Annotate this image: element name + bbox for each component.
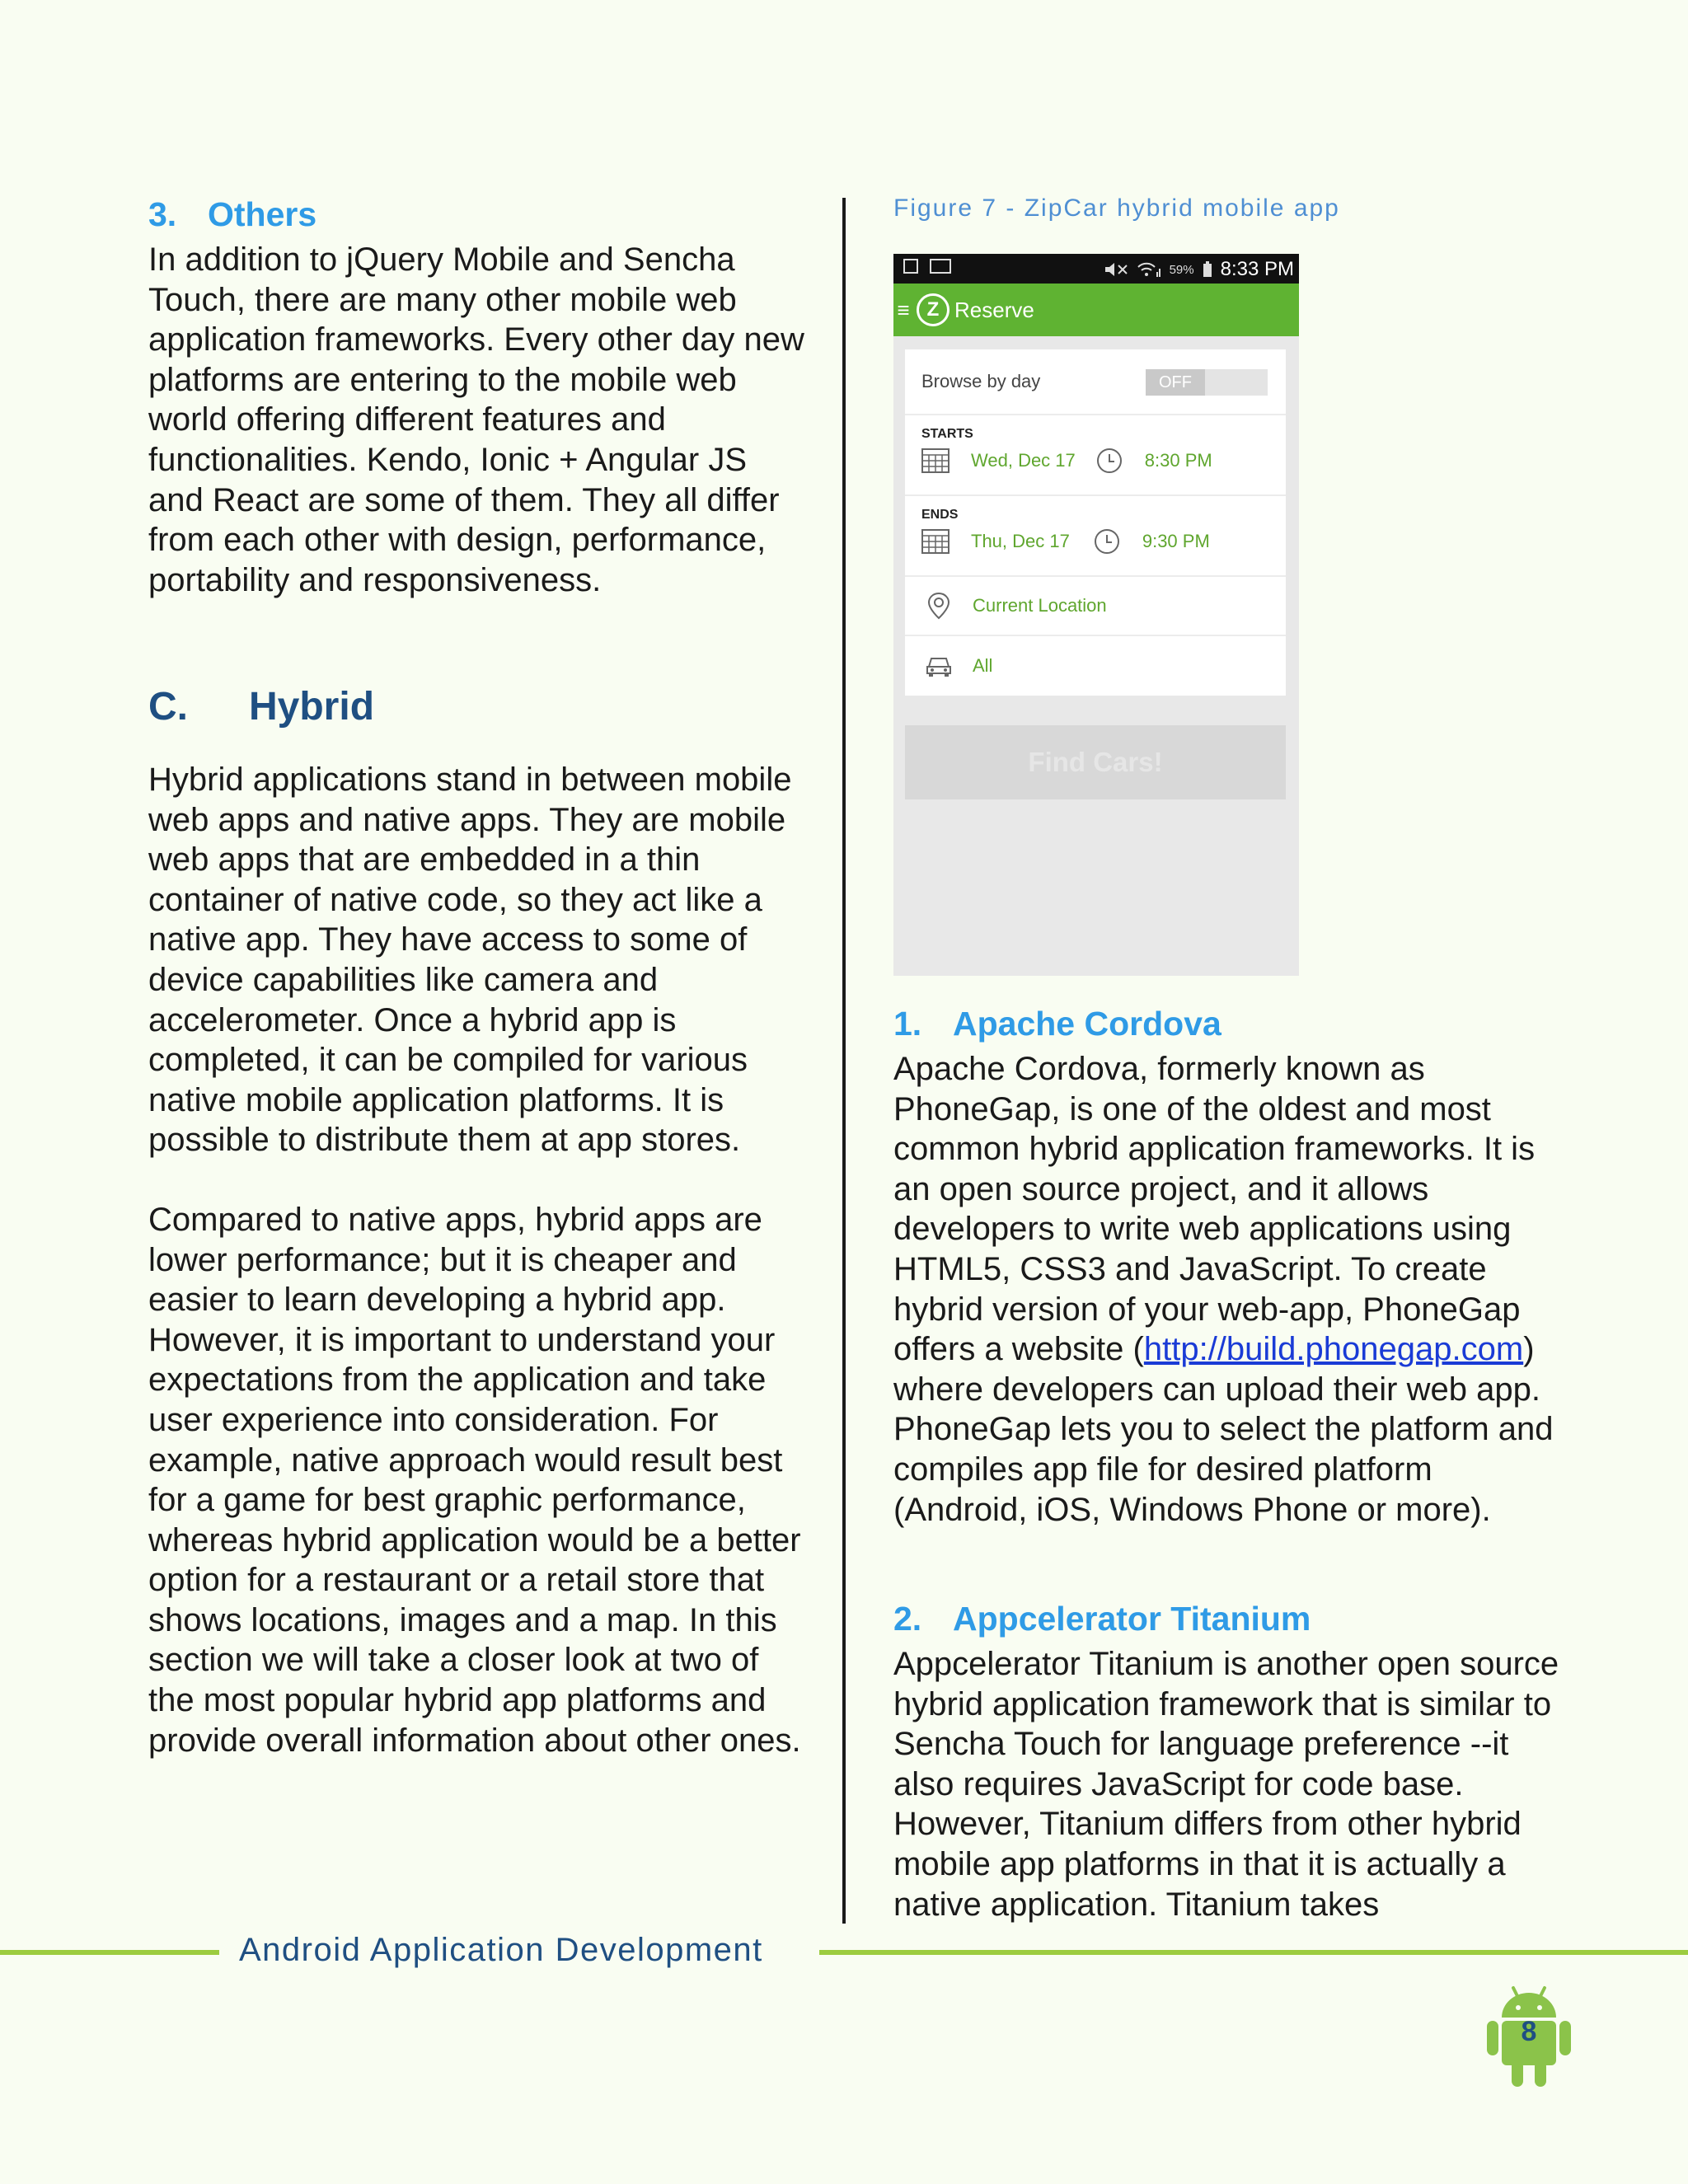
cordova-title: Apache Cordova bbox=[953, 1005, 1221, 1043]
cordova-text-before: Apache Cordova, formerly known as PhoneGap, is one of the oldest and most common hybrid application frameworks. It is an open source project, and it allows developers to write web applications using HTML5, CSS3 and JavaScript. To create hybrid version of your web-app, PhoneGap offers a website ( bbox=[893, 1051, 1536, 1368]
footer-title: Android Application Development bbox=[239, 1932, 763, 1968]
location-value: Current Location bbox=[973, 595, 1107, 616]
calendar-icon bbox=[921, 529, 950, 554]
others-title: Others bbox=[208, 195, 317, 233]
clock-icon bbox=[1095, 529, 1119, 554]
others-paragraph: In addition to jQuery Mobile and Sencha Touch, there are many other mobile web application frameworks. Every other day new platforms are entering to the mobile web world offering different features and functionalities. Kendo, Ionic + Angular JS and React are some of them. They all differ from each other with design, performance, portability and responsiveness. bbox=[148, 241, 804, 598]
browse-toggle[interactable] bbox=[1146, 369, 1268, 396]
starts-row[interactable] bbox=[905, 415, 1286, 496]
start-time: 8:30 PM bbox=[1144, 450, 1212, 471]
app-bar bbox=[893, 284, 1299, 336]
browse-label: Browse by day bbox=[921, 371, 1041, 391]
calendar-icon bbox=[921, 448, 950, 473]
phonegap-link[interactable]: http://build.phonegap.com bbox=[1143, 1331, 1524, 1368]
others-number: 3. bbox=[148, 195, 177, 233]
page-number: 8 bbox=[1521, 2016, 1537, 2047]
titanium-title: Appcelerator Titanium bbox=[953, 1600, 1311, 1638]
hybrid-paragraph-2: Compared to native apps, hybrid apps are lower performance; but it is cheaper and easier to learn developing a hybrid app. However, it is important to understand your expectations from the application and take user experience into consideration. For example, native approach would result best for a game for best graphic performance, whereas hybrid application would be a better option for a restaurant or a retail store that shows locations, images and a map. In this section we will take a closer look at two of the most popular hybrid app platforms and provide overall information about other ones. bbox=[148, 1201, 801, 1759]
hybrid-letter: C. bbox=[148, 685, 188, 729]
car-icon bbox=[925, 654, 953, 678]
cordova-number: 1. bbox=[893, 1005, 922, 1043]
hybrid-heading bbox=[148, 684, 374, 729]
cordova-text-after: ) where developers can upload their web app. PhoneGap lets you to select the platform and compiles app file for desired platform (Android, iOS, Windows Phone or more). bbox=[893, 1331, 1554, 1528]
phone-screenshot bbox=[893, 254, 1299, 976]
hybrid-paragraph-1: Hybrid applications stand in between mobile web apps and native apps. They are mobile web apps that are embedded in a thin container of native code, so they act like a native app. They have access to some of device capabilities like camera and accelerometer. Once a hybrid app is completed, it can be compiled for various native mobile application platforms. It is possible to distribute them at app stores. bbox=[148, 762, 792, 1159]
titanium-number: 2. bbox=[893, 1600, 922, 1638]
status-time: 8:33 PM bbox=[1220, 258, 1294, 280]
titanium-heading bbox=[893, 1602, 1569, 1636]
menu-icon[interactable]: ≡ bbox=[897, 297, 910, 322]
footer-rule-right bbox=[819, 1950, 1688, 1955]
reservation-form bbox=[905, 349, 1286, 696]
car-type-row[interactable] bbox=[905, 636, 1286, 696]
battery-icon bbox=[1203, 261, 1212, 278]
hybrid-title: Hybrid bbox=[249, 685, 375, 729]
cordova-section bbox=[893, 1007, 1569, 1530]
titanium-section bbox=[893, 1602, 1569, 1924]
column-divider bbox=[842, 198, 846, 1924]
zipcar-logo: Z bbox=[917, 293, 950, 326]
footer-rule-left bbox=[0, 1950, 219, 1955]
hybrid-section bbox=[148, 760, 808, 1760]
others-heading bbox=[148, 195, 808, 233]
find-cars-button[interactable]: Find Cars! bbox=[905, 725, 1286, 799]
status-bar bbox=[893, 254, 1299, 284]
mute-icon bbox=[1104, 262, 1128, 277]
browse-by-day-row bbox=[905, 349, 1286, 415]
battery-percent: 59% bbox=[1169, 262, 1194, 277]
ends-label: ENDS bbox=[921, 508, 959, 522]
start-date: Wed, Dec 17 bbox=[971, 450, 1076, 471]
figure-caption: Figure 7 - ZipCar hybrid mobile app bbox=[893, 194, 1340, 222]
end-date: Thu, Dec 17 bbox=[971, 531, 1070, 551]
wifi-signal-icon bbox=[1137, 262, 1161, 277]
cordova-paragraph bbox=[893, 1049, 1569, 1530]
location-pin-icon bbox=[926, 592, 951, 620]
card-icon bbox=[930, 259, 951, 274]
clock-icon bbox=[1097, 448, 1122, 473]
car-type-value: All bbox=[973, 655, 993, 676]
end-time: 9:30 PM bbox=[1142, 531, 1210, 551]
cordova-heading bbox=[893, 1007, 1569, 1041]
figure-block bbox=[893, 194, 1561, 237]
titanium-paragraph: Appcelerator Titanium is another open source hybrid application framework that is similar to Sencha Touch for language preference --it also requires JavaScript for code base. However, Titanium differs from other hybrid mobile app platforms in that it is actually a native application. Titanium takes bbox=[893, 1646, 1559, 1923]
left-column bbox=[148, 195, 808, 600]
gallery-icon bbox=[903, 259, 918, 274]
app-title: Reserve bbox=[954, 297, 1034, 322]
ends-row[interactable] bbox=[905, 496, 1286, 577]
starts-label: STARTS bbox=[921, 427, 973, 441]
toggle-label: OFF bbox=[1146, 369, 1205, 396]
location-row[interactable] bbox=[905, 577, 1286, 636]
